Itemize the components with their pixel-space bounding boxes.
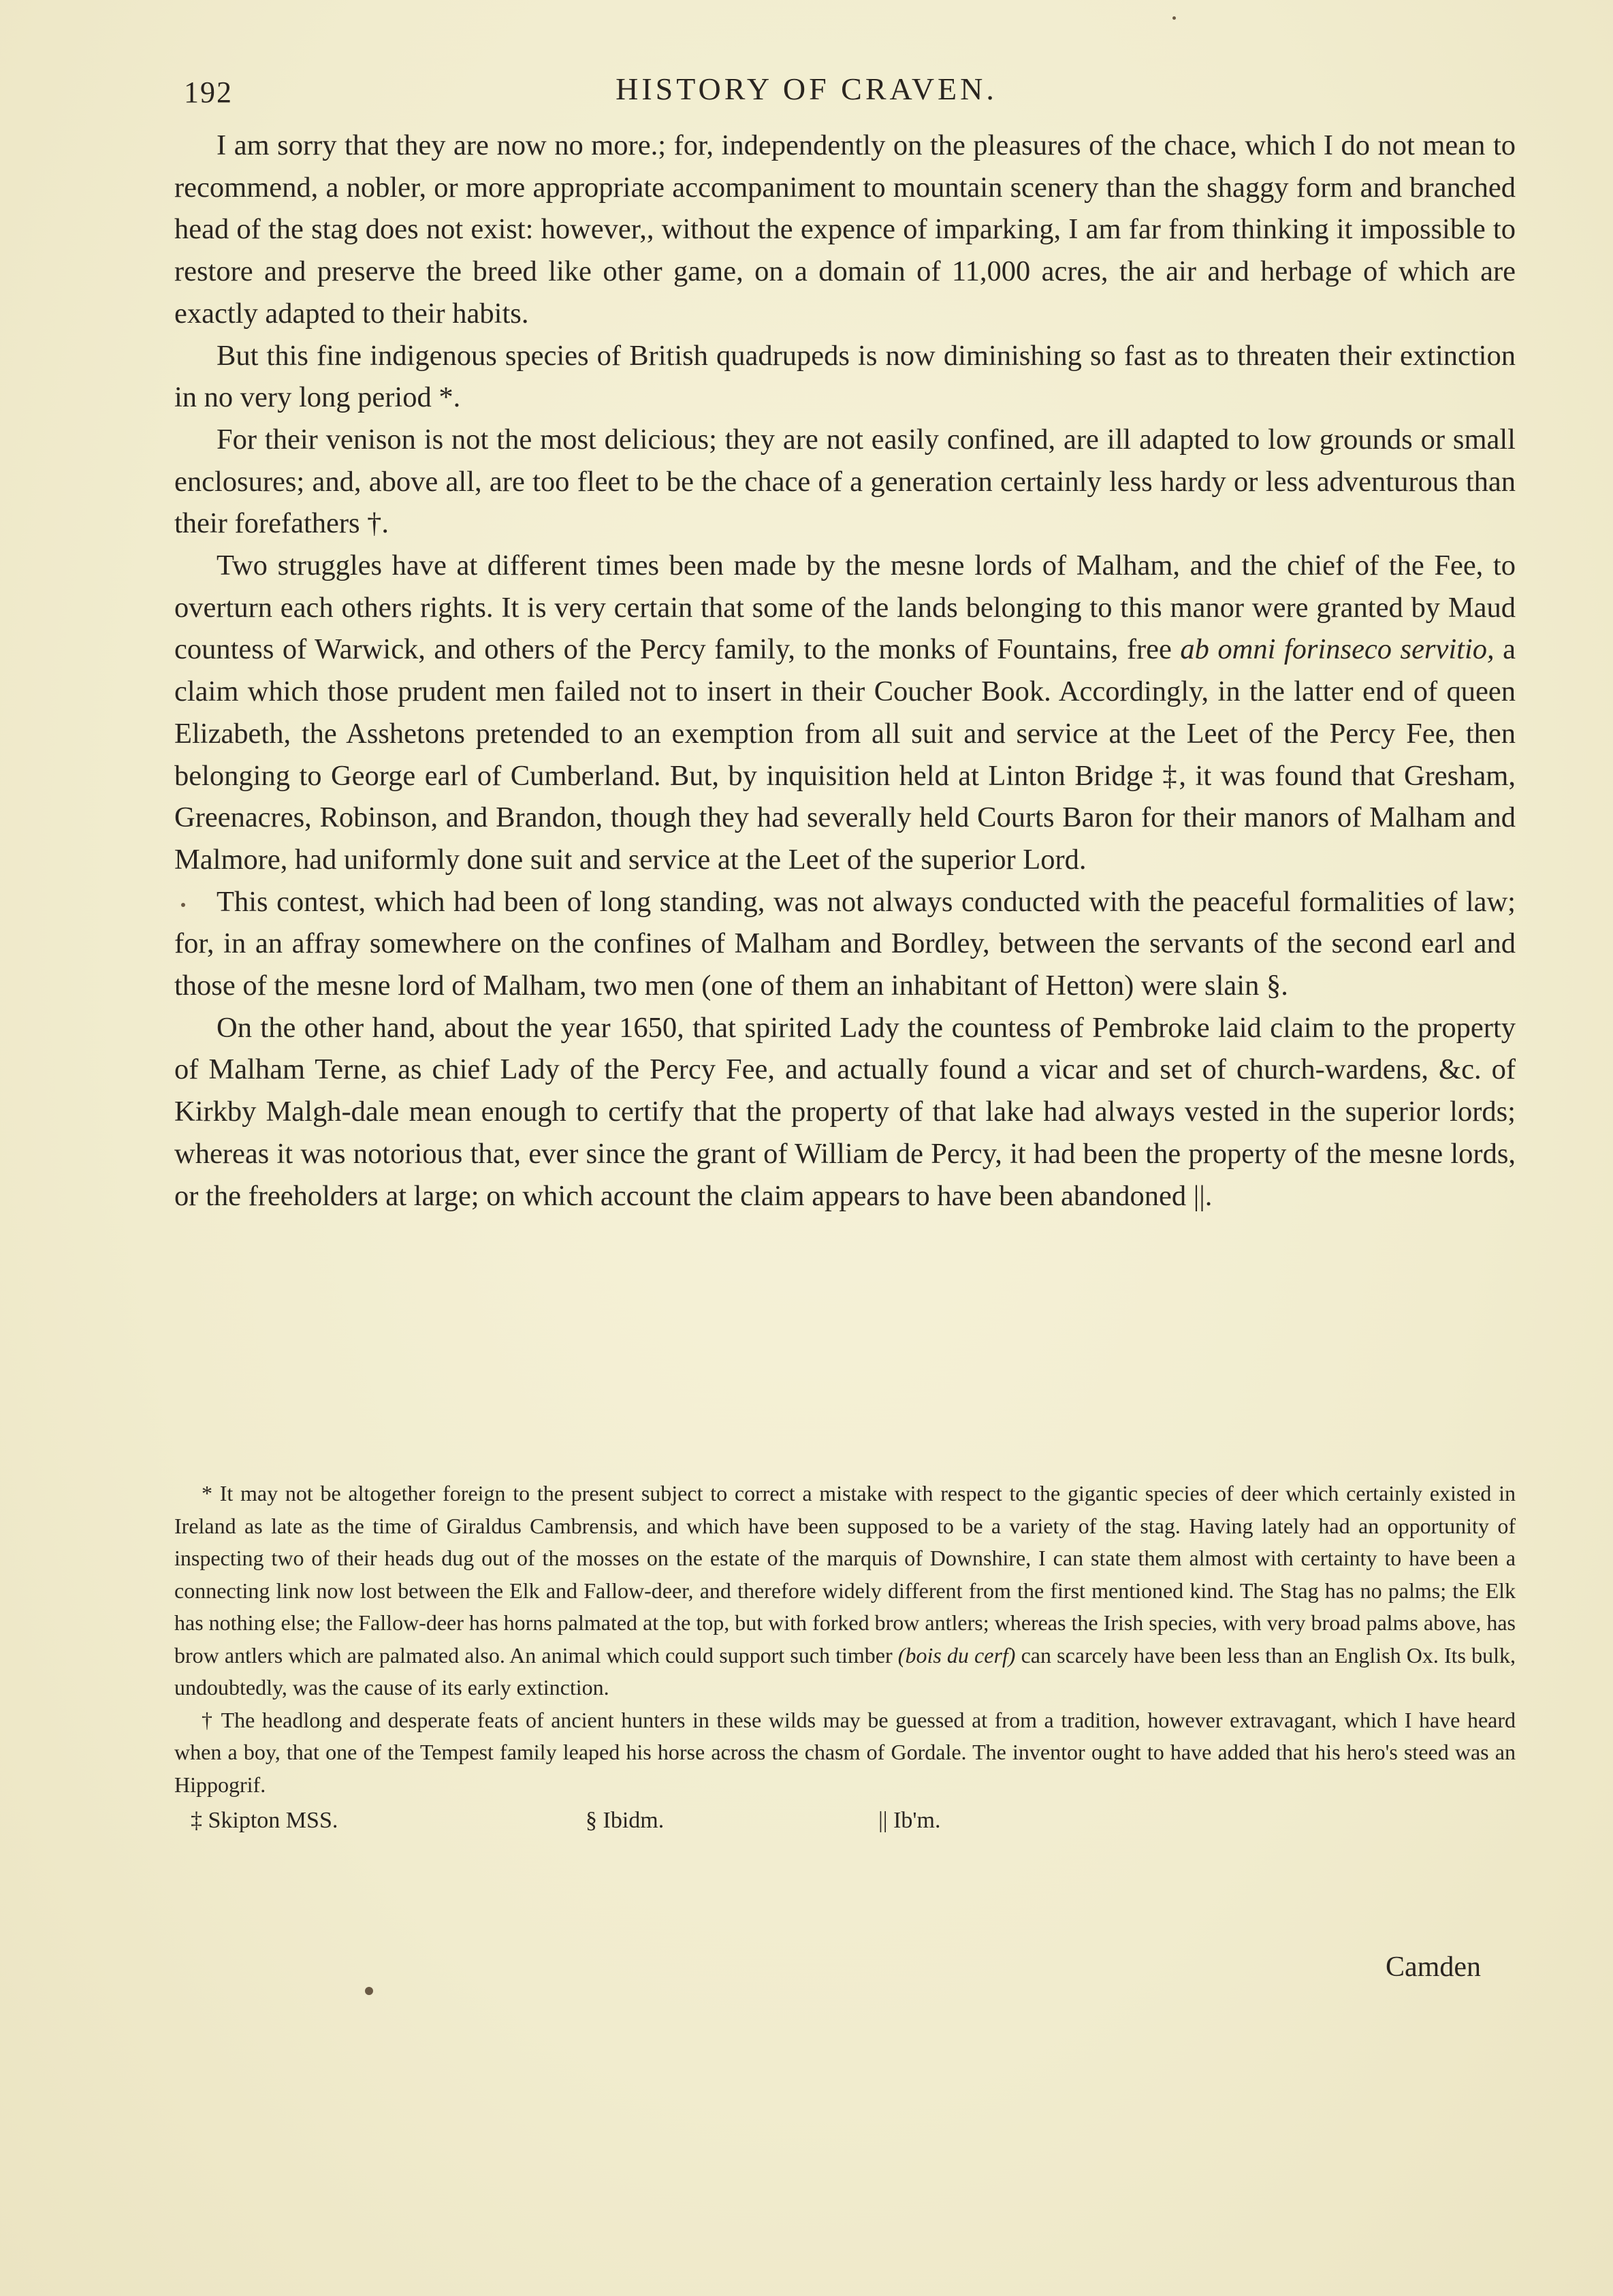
footnote-star bbox=[174, 1478, 1516, 1704]
page-header bbox=[0, 68, 1613, 116]
paragraph-3: For their venison is not the most delicious; they are not easily confined, are ill adapted to low grounds or small enclosures; and, above all, are too fleet to be the chace of a generation certainly less hardy or less adventurous than their forefathers †. bbox=[174, 423, 1516, 540]
page-number: 192 bbox=[184, 76, 233, 109]
footnote-double-dagger: ‡ Skipton MSS. bbox=[191, 1808, 338, 1833]
speck-3 bbox=[181, 903, 185, 907]
paragraph-2: But this fine indigenous species of British quadrupeds is now diminishing so fast as to threaten their extinction in no very long period *. bbox=[174, 339, 1516, 414]
paragraph-4-text-b: a claim which those prudent men failed not to insert in their Coucher Book. Accordingly, in the latter end of queen Elizabeth, the Asshetons pretended to an exemption from all suit and service at the Leet of the Percy Fee, then belonging to George earl of Cumberland. But, by inquisition held at Linton Bridge ‡, it was found that Gresham, Greenacres, Robinson, and Brandon, though they had severally held Courts Baron for their manors of Malham and Malmore, had uniformly done suit and service at the Leet of the superior Lord. bbox=[174, 633, 1516, 876]
paragraph-6: On the other hand, about the year 1650, that spirited Lady the countess of Pembroke laid claim to the property of Malham Terne, as chief Lady of the Percy Fee, and actually found a vicar and set of church-wardens, &c. of Kirkby Malgh-dale mean enough to certify that the property of that lake had always vested in the superior lords; whereas it was notorious that, ever since the grant of William de Percy, it had been the property of the mesne lords, or the freeholders at large; on which account the claim appears to have been abandoned ||. bbox=[174, 1011, 1516, 1212]
footnote-star-text-a: * It may not be altogether foreign to the present subject to correct a mistake with respect to the gigantic species of deer which certainly existed in Ireland as late as the time of Giraldus Cambrensis, and which have been supposed to be a variety of the stag. Having lately had an opportunity of inspecting two of their heads dug out of the mosses on the estate of the marquis of Downshire, I can state them almost with certainty to have been a connecting link now lost between the Elk and Fallow-deer, and therefore widely different from the first mentioned kind. The Stag has no palms; the Elk has nothing else; the Fallow-deer has horns palmated at the top, but with forked brow antlers; whereas the Irish species, with very broad palms above, has brow antlers which are palmated also. An animal which could support such timber bbox=[174, 1481, 1516, 1668]
footnote-star-text-b: can scarcely have been less than an English Ox. Its bulk, undoubtedly, was the cause of its early extinction. bbox=[174, 1642, 1516, 1700]
footnote-star-french-phrase: (bois du cerf) bbox=[897, 1642, 1016, 1668]
running-head: HISTORY OF CRAVEN. bbox=[616, 71, 997, 106]
footnote-dagger: † The headlong and desperate feats of ancient hunters in these wilds may be guessed at from a tradition, however extravagant, which I have heard when a boy, that one of the Tempest family leaped his horse across the chasm of Gordale. The inventor ought to have added that his hero's steed was an Hippogrif. bbox=[174, 1707, 1516, 1797]
paragraph-4 bbox=[174, 545, 1516, 881]
paragraph-4-text-a: Two struggles have at different times been made by the mesne lords of Malham, and the chief of the Fee, to overturn each others rights. It is very certain that some of the lands belonging to this manor were granted by Maud countess of Warwick, and others of the Percy family, to the monks of Fountains, free bbox=[174, 549, 1516, 666]
paragraph-1: I am sorry that they are now no more.; for, independently on the pleasures of the chace, which I do not mean to recommend, a nobler, or more appropriate accompaniment to mountain scenery than the shaggy form and branched head of the stag does not exist: however,, without the expence of imparking, I am far from thinking it impossible to restore and preserve the breed like other game, on a domain of 11,000 acres, the air and herbage of which are exactly adapted to their habits. bbox=[174, 129, 1516, 330]
main-text bbox=[174, 125, 1516, 1217]
footnotes bbox=[174, 1478, 1516, 1838]
catchword: Camden bbox=[1386, 1951, 1481, 1983]
footnote-section: § Ibidm. bbox=[586, 1808, 665, 1833]
footnote-parallel: || Ib'm. bbox=[878, 1808, 941, 1833]
paragraph-5: This contest, which had been of long standing, was not always conducted with the peaceful formalities of law; for, in an affray somewhere on the confines of Malham and Bordley, between the servants of the second earl and those of the mesne lord of Malham, two men (one of them an inhabitant of Hetton) were slain §. bbox=[174, 885, 1516, 1002]
speck-2 bbox=[365, 1987, 373, 1995]
speck-1 bbox=[1172, 16, 1176, 20]
paragraph-4-latin-phrase: ab omni forinseco servitio, bbox=[1180, 633, 1495, 666]
footnote-references bbox=[174, 1804, 1516, 1838]
